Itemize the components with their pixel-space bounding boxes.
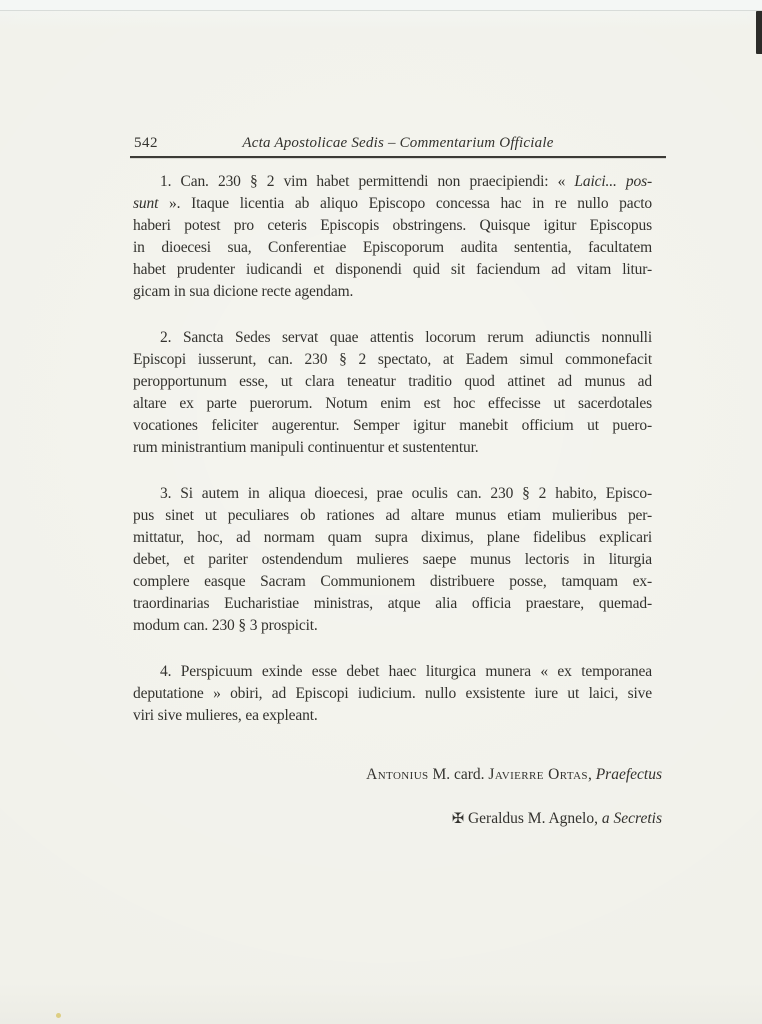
header-rule [130,156,666,158]
page-header [130,134,666,152]
text-segment: in dioecesi sua, Conferentiae Episcoporum audita sententia, facultatem [133,239,652,256]
text-line [133,571,652,593]
text-segment: Praefectus [595,766,662,783]
text-segment: , [587,766,596,783]
text-line [133,327,652,349]
text-line [133,349,652,371]
text-segment: 1. Can. 230 § 2 vim habet permittendi non praecipiendi: « [160,173,575,190]
signatures [133,764,662,830]
text-line [133,683,652,705]
text-segment: 2. Sancta Sedes servat quae attentis locorum rerum adiunctis nonnulli [160,329,652,346]
paragraph [133,171,652,303]
text-line [133,505,652,527]
paragraphs [133,171,652,727]
running-title: Acta Apostolicae Sedis – Commentarium Officiale [242,135,554,151]
text-segment: Laici... pos- [574,173,653,190]
maltese-cross-icon: ✠ [451,811,465,827]
text-segment: gicam in sua dicione recte agendam. [133,283,354,300]
text-segment: 3. Si autem in aliqua dioecesi, prae oculis can. 230 § 2 habito, Episco- [160,485,652,502]
paragraph [133,483,652,637]
text-line [133,527,652,549]
text-segment: viri sive mulieres, ea expleant. [133,707,318,724]
text-segment: rum ministrantium manipuli continuentur et sustententur. [133,439,479,456]
text-line [133,237,652,259]
text-segment: habet prudenter iudicandi et disponendi quid sit faciendum ad vitam litur- [133,261,652,278]
text-segment: Antonius [366,766,429,783]
text-line [133,483,652,505]
text-segment: traordinarias Eucharistiae ministras, atque alia officia praestare, quemad- [133,595,652,612]
text-segment: debet, et pariter ostendendum mulieres saepe munus lectoris in liturgia [133,551,652,568]
text-segment: complere easque Sacram Communionem distribuere posse, tamquam ex- [133,573,652,590]
text-line [133,193,652,215]
text-segment: vocationes feliciter augerentur. Semper igitur manebit officium ut puero- [133,417,652,434]
text-segment: 4. Perspicuum exinde esse debet haec liturgica munera « ex temporanea [160,663,652,680]
text-segment: pus sinet ut peculiares ob rationes ad altare munus etiam mulieribus per- [133,507,652,524]
text-segment: M. card. [428,766,489,783]
signature-line [133,764,662,786]
text-segment: Javierre Ortas [488,766,588,783]
text-segment: deputatione » obiri, ad Episcopi iudicium. nullo exsistente iure ut laici, sive [133,685,652,702]
paragraph [133,327,652,459]
text-segment: a Secretis [601,810,662,827]
text-line [133,593,652,615]
text-line [133,371,652,393]
scan-top-edge [0,0,762,11]
text-segment: peropportunum esse, ut clara teneatur traditio quod attinet ad munus ad [133,373,652,390]
text-segment: ». Itaque licentia ab aliquo Episcopo concessa hac in re nullo pacto [158,195,652,212]
text-segment: haberi potest pro ceteris Episcopis obstringens. Quisque igitur Episcopus [133,217,652,234]
scan-speck [56,1013,61,1018]
text-segment: sunt [133,195,159,212]
text-line [133,549,652,571]
text-line [133,215,652,237]
text-segment: Episcopi iusserunt, can. 230 § 2 spectato, at Eadem simul commonefacit [133,351,652,368]
text-segment: altare ex parte puerorum. Notum enim est hoc effecisse ut sacerdotales [133,395,652,412]
text-line [133,171,652,193]
text-segment: modum can. 230 § 3 prospicit. [133,617,318,634]
text-line [133,437,652,459]
text-line [133,415,652,437]
page-number: 542 [134,135,158,151]
text-line [133,259,652,281]
text-segment: Geraldus M. Agnelo, [464,810,602,827]
scan-edge-artifact [756,11,762,54]
text-line [133,615,652,637]
text-line [133,705,652,727]
text-line [133,393,652,415]
paragraph [133,661,652,727]
text-line [133,661,652,683]
signature-line [133,808,662,830]
text-segment: mittatur, hoc, ad normam quam supra diximus, plane fidelibus explicari [133,529,652,546]
text-line [133,281,652,303]
